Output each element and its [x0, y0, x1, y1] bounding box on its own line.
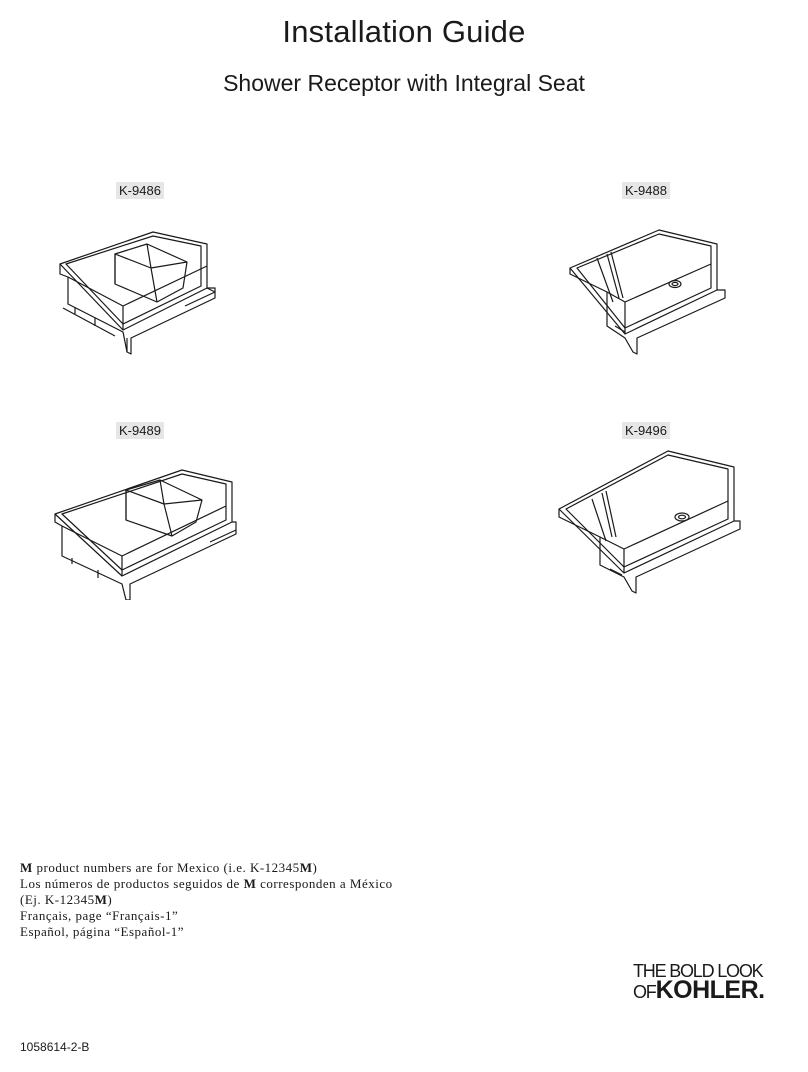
logo-tagline: THE BOLD LOOK [633, 961, 763, 981]
shower-receptor-corner-seat-icon [567, 222, 737, 357]
note-french-page: Français, page “Français-1” [20, 908, 179, 923]
shower-receptor-corner-seat-icon [556, 445, 746, 595]
model-label-k9489: K-9489 [116, 422, 164, 439]
logo-brand: KOHLER. [655, 976, 765, 1004]
shower-receptor-seat-icon [55, 222, 225, 357]
page-title: Installation Guide [282, 14, 526, 49]
page-subtitle: Shower Receptor with Integral Seat [223, 70, 585, 96]
note-mexico-es: Los números de productos seguidos de M corresponden a México [20, 876, 393, 891]
logo-prefix: OF [633, 982, 656, 1002]
language-notes [20, 860, 393, 940]
document-number: 1058614-2-B [20, 1040, 90, 1054]
model-label-k9496: K-9496 [622, 422, 670, 439]
note-spanish-page: Español, página “Español-1” [20, 924, 185, 939]
note-mexico-en: M product numbers are for Mexico (i.e. K-12345M) [20, 860, 318, 875]
note-mexico-es-example: (Ej. K-12345M) [20, 892, 113, 907]
shower-receptor-seat-icon [50, 460, 240, 600]
model-label-k9488: K-9488 [622, 182, 670, 199]
model-label-k9486: K-9486 [116, 182, 164, 199]
kohler-logo [633, 962, 783, 1002]
